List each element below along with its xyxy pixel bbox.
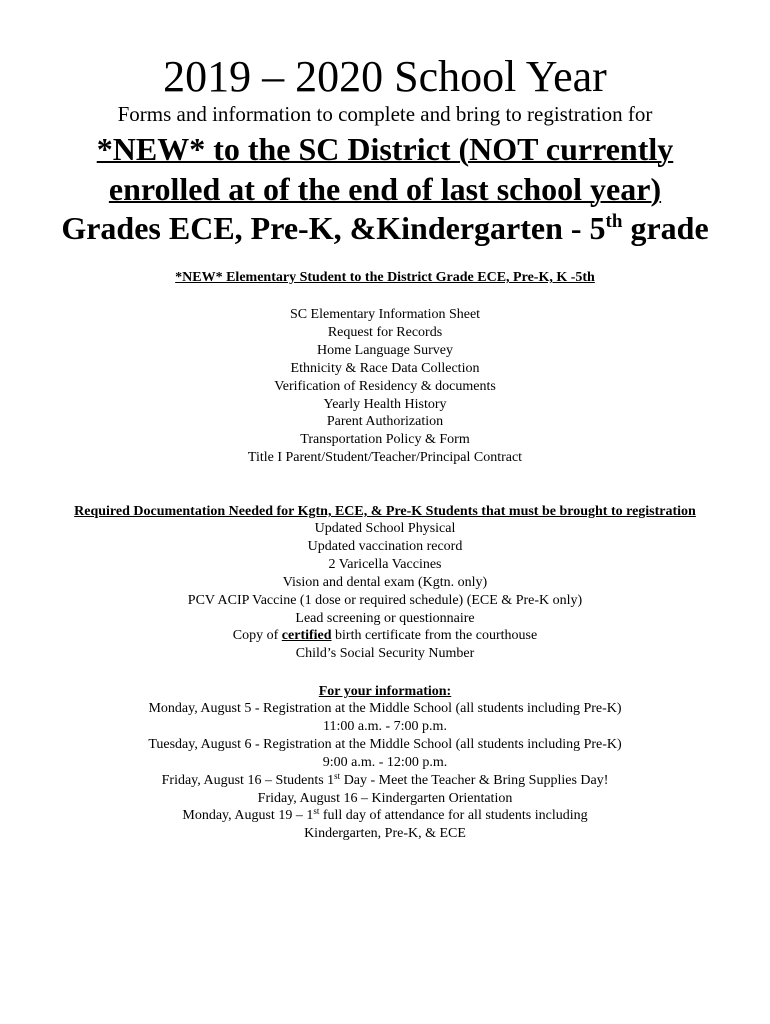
info-line: Monday, August 5 - Registration at the Middle School (all students including Pre-K): [148, 701, 622, 716]
list-item: Home Language Survey: [316, 342, 454, 358]
info-section-heading: For your information:: [318, 684, 452, 699]
line5-superscript: st: [334, 770, 341, 781]
list-item: Vision and dental exam (Kgtn. only): [282, 574, 488, 590]
line7-superscript: st: [313, 806, 320, 817]
list-item: Child’s Social Security Number: [295, 646, 475, 662]
line7-prefix: Monday, August 19 – 1: [182, 808, 314, 824]
list-item: 2 Varicella Vaccines: [328, 556, 442, 572]
info-line-first-day: [0, 772, 770, 790]
list-item: Updated School Physical: [314, 521, 456, 536]
info-line-full-day: [0, 807, 770, 825]
list-item: SC Elementary Information Sheet: [289, 307, 481, 322]
line5-prefix: Friday, August 16 – Students 1: [161, 772, 335, 788]
info-line: 9:00 a.m. - 12:00 p.m.: [322, 754, 448, 770]
list-item: Parent Authorization: [326, 414, 444, 430]
required-list: [0, 520, 770, 663]
list-item: Yearly Health History: [323, 396, 447, 412]
headline-line-1: *NEW* to the SC District (NOT currently: [96, 131, 674, 167]
grades-prefix: Grades ECE, Pre-K, &Kindergarten - 5: [61, 210, 606, 246]
list-item: Lead screening or questionnaire: [295, 610, 475, 626]
certificate-suffix: birth certificate from the courthouse: [331, 628, 538, 644]
grades-superscript: th: [605, 211, 623, 232]
list-item: PCV ACIP Vaccine (1 dose or required schedule) (ECE & Pre-K only): [187, 592, 583, 608]
list-item: Request for Records: [327, 324, 443, 340]
info-line: 11:00 a.m. - 7:00 p.m.: [323, 718, 447, 734]
line7-suffix: full day of attendance for all students including: [319, 808, 588, 824]
list-item: Transportation Policy & Form: [300, 432, 470, 448]
certificate-prefix: Copy of: [232, 628, 282, 644]
info-line: Friday, August 16 – Kindergarten Orientation: [257, 790, 513, 806]
forms-section-heading: *NEW* Elementary Student to the District Grade ECE, Pre-K, K -5th: [175, 270, 595, 285]
page-title: 2019 – 2020 School Year: [163, 52, 607, 101]
required-section-heading: Required Documentation Needed for Kgtn, ECE, & Pre-K Students that must be brought to registration: [74, 504, 696, 519]
grades-heading: [0, 209, 770, 247]
list-item-birth-certificate: [0, 627, 770, 645]
list-item: Updated vaccination record: [307, 538, 463, 554]
list-item: Title I Parent/Student/Teacher/Principal Contract: [247, 450, 523, 466]
page-subtitle: Forms and information to complete and bring to registration for: [117, 102, 653, 126]
info-list: [0, 700, 770, 843]
grades-suffix: grade: [622, 210, 709, 246]
certificate-emphasis: certified: [281, 628, 332, 644]
list-item: Verification of Residency & documents: [274, 378, 496, 394]
forms-list: [0, 306, 770, 467]
line5-suffix: Day - Meet the Teacher & Bring Supplies Day!: [340, 772, 609, 788]
headline-line-2: enrolled at of the end of last school year): [108, 171, 662, 207]
info-line: Kindergarten, Pre-K, & ECE: [304, 826, 466, 842]
list-item: Ethnicity & Race Data Collection: [290, 360, 480, 376]
info-line: Tuesday, August 6 - Registration at the Middle School (all students including Pre-K): [148, 736, 622, 752]
